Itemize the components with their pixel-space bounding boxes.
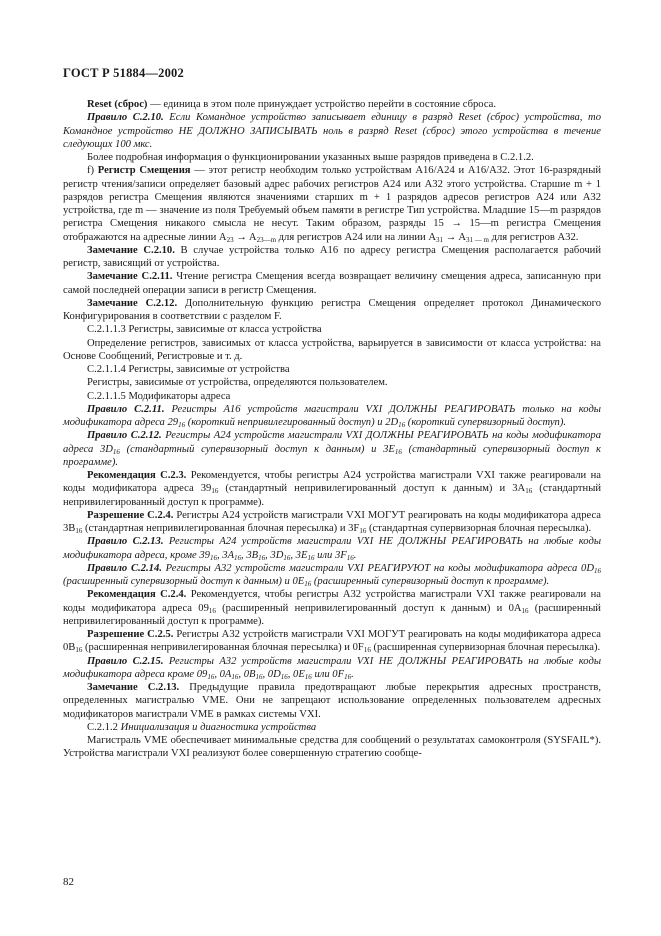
rule-c-2-13: Правило С.2.13. Регистры А24 устройств магистрали VXI НЕ ДОЛЖНЫ РЕАГИРОВАТЬ на любые коды модификатора адреса, кроме $39_{16}$, $3A_{16}$, $3B_{16}$, $3D_{16}$, $3E_{16}$ или $3F_{16}$. bbox=[63, 536, 601, 562]
rule-c-2-15: Правило С.2.15. Регистры А32 устройств магистрали VXI НЕ ДОЛЖНЫ РЕАГИРОВАТЬ на любые коды модификатора адреса кроме $09_{16}$, $0A_{16}$, $0B_{16}$, $0D_{16}$, $0E_{16}$ или $0F_{16}$. bbox=[63, 655, 601, 681]
page-number: 82 bbox=[63, 876, 74, 888]
rule-c-2-10: Правило C.2.10. Если Командное устройство записывает единицу в разряд Reset (сброс) устройства, то Командное устройство НЕ ДОЛЖНО ЗАПИСЫВАТЬ ноль в разряд Reset (сброс) этого устройства в течение следующих 100 мкс. bbox=[63, 112, 601, 150]
recommendation-c-2-3: Рекомендация С.2.3. Рекомендуется, чтобы регистры А24 устройства магистрали VXI также реагировали на коды модификатора адреса $39_{16}$ (стандартный непривилегированный доступ к данным) и $3A_{16}$ (стандартный непривилегированный доступ к программе). bbox=[63, 470, 601, 508]
rule-c-2-12: Правило С.2.12. Регистры А24 устройств магистрали VXI ДОЛЖНЫ РЕАГИРОВАТЬ на коды модификатора адреса $3D_{16}$ (стандартный супервизорный доступ к данным) и $3E_{16}$ (стандартный супервизорный доступ к программе). bbox=[63, 430, 601, 468]
permission-c-2-4: Разрешение С.2.4. Регистры А24 устройств магистрали VXI МОГУТ реагировать на коды модификатора адреса $3B_{16}$ (стандартная непривилегированная блочная пересылка) и $3F_{16}$ (стандартная супервизорная блочная пересылка). bbox=[63, 509, 601, 535]
recommendation-c-2-4: Рекомендация С.2.4. Рекомендуется, чтобы регистры А32 устройства магистрали VXI также реагировали на коды модификатора адреса $09_{16}$ (расширенный непривилегированный доступ к данным) и $0A_{16}$ (расширенный непривилегированный доступ к программе). bbox=[63, 589, 601, 627]
paragraph-vme-selftest: Магистраль VME обеспечивает минимальные средства для сообщений о результатах самоконтроля (SYSFAIL*). Устройства магистрали VXI реализуют более совершенную стратегию сообще- bbox=[63, 735, 601, 760]
section-heading-c-2-1-1-5: С.2.1.1.5 Модификаторы адреса bbox=[87, 390, 231, 402]
page-body bbox=[63, 98, 601, 761]
page-header: ГОСТ Р 51884—2002 bbox=[63, 66, 184, 80]
section-heading-c-2-1-1-4: С.2.1.1.4 Регистры, зависимые от устройства bbox=[87, 364, 290, 375]
paragraph-offset-register: f) Регистр Смещения — этот регистр необходим только устройствам А16/А24 и А16/А32. Этот 16-разрядный регистр чтения/записи определяет базовый адрес рабочих регистров А24 или А32 этого устройства. Старшие m + 1 разрядов регистра Смещения являются значениями старших m + 1 разрядов адресов регистров А24 или А32 устройства, где m — значение из поля Требуемый объем памяти в регистре Тип устройства. Младшие 15—m разрядов регистра Смещения никакого смысла не несут. Таким образом, разряды 15 → 15—m регистра Смещения отображаются на адресные линии $A_{23} \to A_{23—m}$ для регистров А24 или на линии $A_{31} \to A_{31 — m}$ для регистров А32. bbox=[63, 165, 601, 244]
paragraph-device-registers: Регистры, зависимые от устройства, определяются пользователем. bbox=[87, 377, 388, 389]
paragraph-more-info: Более подробная информация о функционировании указанных выше разрядов приведена в С.2.1.2. bbox=[87, 152, 534, 163]
section-heading-c-2-1-1-3: С.2.1.1.3 Регистры, зависимые от класса устройства bbox=[87, 324, 322, 336]
note-c-2-12: Замечание С.2.12. Дополнительную функцию регистра Смещения определяет протокол Динамического Конфигурирования в соответствии с разделом F. bbox=[63, 297, 602, 322]
permission-c-2-5: Разрешение С.2.5. Регистры А32 устройств магистрали VXI МОГУТ реагировать на коды модификатора адреса $0B_{16}$ (расширенная непривилегированная блочная пересылка) и $0F_{16}$ (расширенная супервизорная блочная пересылка). bbox=[63, 629, 601, 655]
rule-c-2-14: Правило С.2.14. Регистры А32 устройств магистрали VXI РЕАГИРУЮТ на коды модификатора адреса $0D_{16}$ (расширенный супервизорный доступ к данным) и $0E_{16}$ (расширенный супервизорный доступ к программе). bbox=[63, 562, 601, 588]
note-c-2-11: Замечание С.2.11. Чтение регистра Смещения всегда возвращает величину смещения адреса, записанную при самой последней операции записи в регистр Смещения. bbox=[63, 271, 601, 296]
paragraph-class-registers: Определение регистров, зависимых от класса устройства, варьируется в зависимости от класса устройства: на Основе Сообщений, Регистровые и т. д. bbox=[63, 337, 601, 362]
note-c-2-10: Замечание С.2.10. В случае устройства только А16 по адресу регистра Смещения располагается рабочий регистр, зависящий от устройства. bbox=[63, 244, 602, 269]
note-c-2-13: Замечание С.2.13. Предыдущие правила предотвращают любые перекрытия адресных пространств, определенных магистралью VME. Они не запрещают использование определенных пользователем адресных модификаторов магистрали VME в рамках системы VXI. bbox=[63, 682, 602, 720]
section-heading-c-2-1-2: С.2.1.2 Инициализация и диагностика устройства bbox=[87, 721, 317, 733]
rule-c-2-11: Правило С.2.11. Регистры А16 устройств магистрали VXI ДОЛЖНЫ РЕАГИРОВАТЬ только на коды модификатора адреса $29_{16}$ (короткий непривилегированный доступ) и $2D_{16}$ (короткий супервизорный доступ). bbox=[63, 403, 601, 429]
paragraph-reset-field: Reset (сброс) — единица в этом поле принуждает устройство перейти в состояние сброса. bbox=[87, 99, 496, 110]
